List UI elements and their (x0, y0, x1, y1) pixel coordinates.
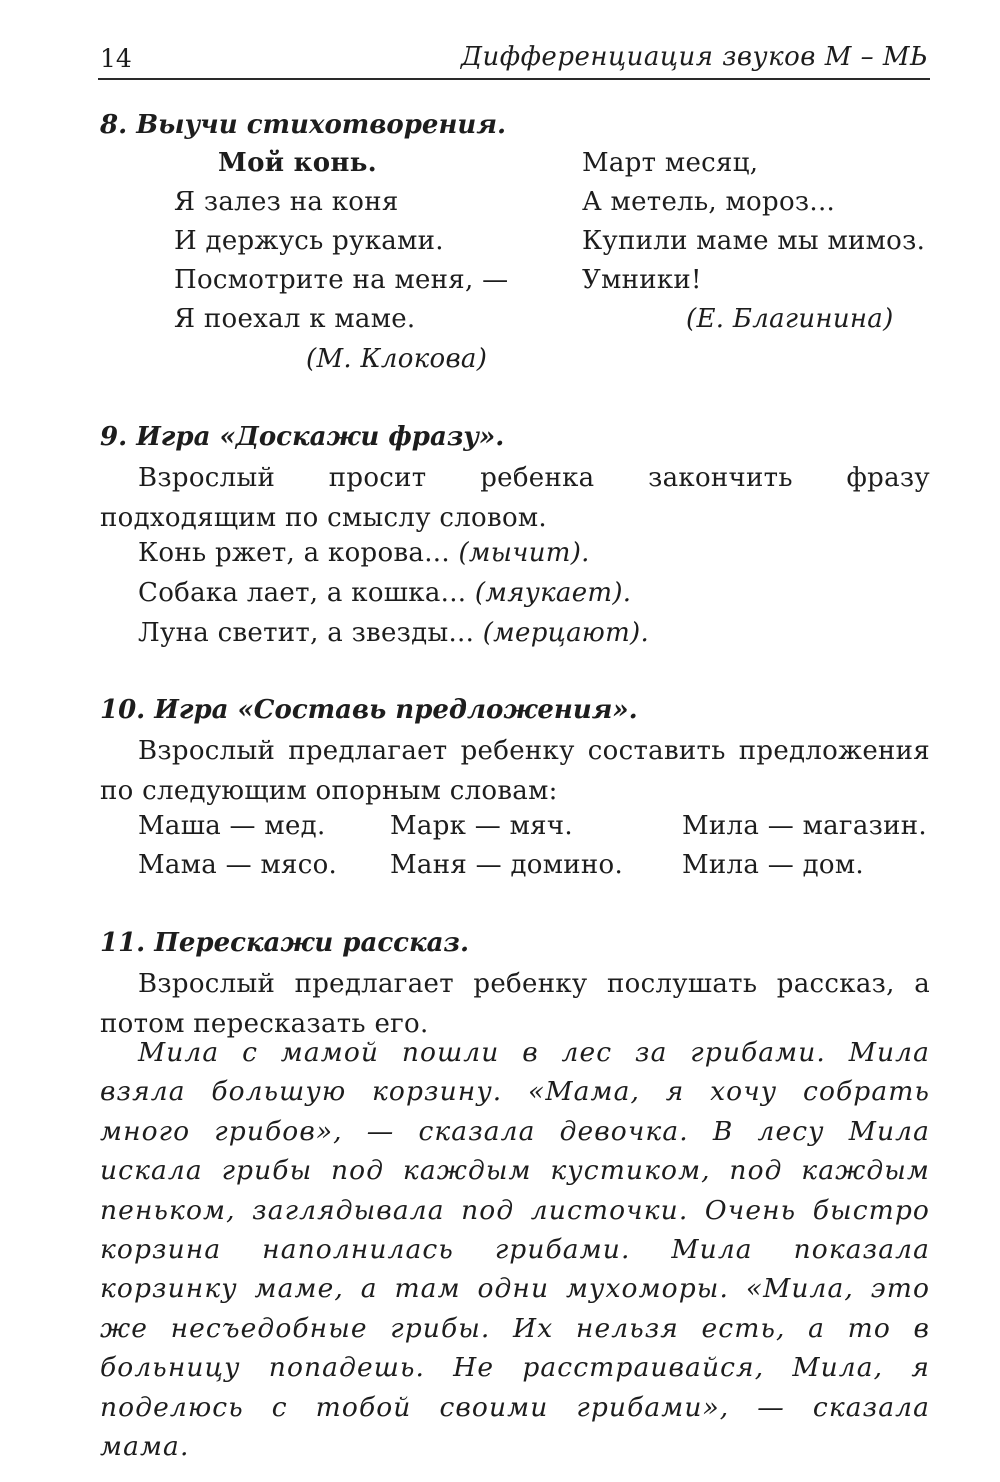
phrase-item: Собака лает, а кошка... (мяукает). (138, 578, 632, 608)
story-text: Мила с мамой пошли в лес за грибами. Мила взяла большую корзину. «Мама, я хочу собрать много грибов», — сказала девочка. В лесу Мила искала грибы под каждым кустиком, под каждым пеньком, заглядывала под листочки. Очень быстро корзина наполнилась грибами. Мила показала корзинку маме, а там одни мухоморы. «Мила, это же несъедобные грибы. Их нельзя есть, а то в больницу попадешь. Не расстраивайся, Мила, я поделюсь с тобой своими грибами», — сказала мама. (100, 1037, 930, 1463)
poem-1-line: Я поехал к маме. (174, 304, 416, 334)
poem-1-line: Я залез на коня (174, 187, 399, 217)
exercise-11-intro: Взрослый предлагает ребенку послушать рассказ, а потом пересказать его. (100, 969, 930, 1039)
word-pair: Маня — домино. (390, 850, 624, 880)
poem-1-line: И держусь руками. (174, 226, 444, 256)
word-pair: Мила — магазин. (682, 811, 927, 841)
poem-1-line: Посмотрите на меня, — (174, 265, 509, 295)
poem-1-author: (М. Клокова) (306, 344, 488, 374)
running-header-title: Дифференциация звуков М – МЬ (460, 42, 928, 72)
word-pair: Марк — мяч. (390, 811, 573, 841)
word-pair: Мама — мясо. (138, 850, 338, 880)
exercise-9-heading: 9. Игра «Доскажи фразу». (100, 422, 505, 452)
exercise-11-heading: 11. Перескажи рассказ. (100, 928, 470, 958)
word-pair: Мила — дом. (682, 850, 864, 880)
poem-2-line: Умники! (582, 265, 702, 295)
exercise-10-heading: 10. Игра «Составь предложения». (100, 695, 638, 725)
poem-1-title: Мой конь. (218, 148, 378, 178)
page-number: 14 (100, 44, 132, 73)
word-pair: Маша — мед. (138, 811, 326, 841)
phrase-item: Луна светит, а звезды... (мерцают). (138, 618, 650, 648)
poem-2-line: А метель, мороз... (582, 187, 836, 217)
exercise-10-intro: Взрослый предлагает ребенку составить предложения по следующим опорным словам: (100, 736, 930, 806)
header-rule (98, 78, 930, 80)
poem-2-line: Март месяц, (582, 148, 759, 178)
phrase-item: Конь ржет, а корова... (мычит). (138, 538, 590, 568)
poem-2-line: Купили маме мы мимоз. (582, 226, 926, 256)
exercise-8-heading: 8. Выучи стихотворения. (100, 110, 507, 140)
exercise-9-intro: Взрослый просит ребенка закончить фразу подходящим по смыслу словом. (100, 463, 930, 533)
poem-2-author: (Е. Благинина) (686, 304, 894, 334)
